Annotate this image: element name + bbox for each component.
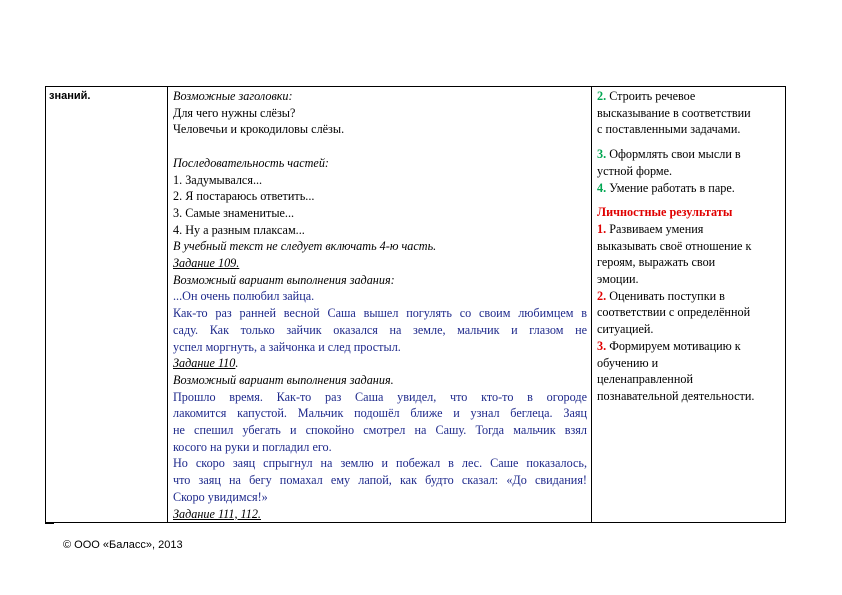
result-number: 3. [597,147,607,162]
result-text: целенаправленной [597,372,693,387]
result-text: Умение работать в паре. [609,180,735,195]
variant-heading: Возможный вариант выполнения задания. [173,372,394,387]
corner-mark [45,522,54,524]
result-number: 4. [597,180,607,195]
result-text: устной форме. [597,163,673,178]
part-item: 3. Самые знаменитые... [173,205,295,220]
column-results [592,87,785,522]
result-text: соответствии с определённой [597,305,751,320]
part-item: 1. Задумывался... [173,172,263,187]
answer-110-line: что заяц на бегу помахал ему лапой, как будто сказал: «До свидания! [173,473,587,488]
answer-109-line: успел моргнуть, а зайчонка и след простыл. [173,339,401,354]
answer-110-line: лакомится капустой. Мальчик подошёл ближе и узнал беглеца. Заяц [173,406,587,421]
result-text: героям, выражать свои [597,255,716,270]
answer-110-line: косого на руки и погладил его. [173,439,332,454]
result-number: 2. [597,288,607,303]
answer-109-line: саду. Как только зайчик оказался на земле, мальчик и глазом не [173,322,587,337]
result-text: Развиваем умения [609,221,704,236]
result-text: Строить речевое [609,89,696,103]
title-option-2: Человечьи и крокодиловы слёзы. [173,122,345,137]
answer-109-intro: ...Он очень полюбил зайца. [173,289,315,304]
sequence-heading: Последовательность частей: [173,155,329,170]
part-item: 4. Ну а разным плаксам... [173,222,305,237]
column-activity [168,87,592,522]
stage-label: знаний. [49,90,91,102]
personal-results-heading: Личностные результаты [597,205,733,220]
result-item [597,88,781,105]
result-item [597,288,781,305]
variant-heading: Возможный вариант выполнения задания: [173,272,395,287]
result-text: познавательной деятельности. [597,388,755,403]
result-text: Оформлять свои мысли в [609,147,741,162]
result-text: Оценивать поступки в [609,288,725,303]
column-stage [46,87,168,522]
result-text: обучению и [597,355,659,370]
task-109-heading: Задание 109. [173,256,240,271]
task-110-label: Задание 110 [173,356,236,371]
result-item [597,338,781,355]
result-text: высказывание в соответствии [597,105,751,120]
result-text: выказывать своё отношение к [597,238,752,253]
result-item [597,221,781,238]
result-text: Формируем мотивацию к [609,338,741,353]
content-table [45,86,786,523]
result-text: с поставленными задачами. [597,122,741,137]
task-110-dot: . [235,356,239,371]
answer-110-line: не спешил убегать и спокойно смотрел на Сашу. Тогда мальчик взял [173,423,587,438]
answer-109-line: Как-то раз ранней весной Саша вышел погулять со своим любимцем в [173,306,587,321]
part4-note: В учебный текст не следует включать 4-ю часть. [173,239,437,254]
copyright-footer: © ООО «Баласс», 2013 [63,539,183,551]
result-text: ситуацией. [597,322,654,337]
title-option-1: Для чего нужны слёзы? [173,105,296,120]
answer-110-line: Прошло время. Как-то раз Саша увидел, что кто-то в огороде [173,389,587,404]
task-110-heading [173,355,587,372]
part-item: 2. Я постараюсь ответить... [173,189,315,204]
result-number: 3. [597,338,607,353]
result-text: эмоции. [597,272,639,287]
possible-titles-heading: Возможные заголовки: [173,89,293,103]
answer-110-line: Скоро увидимся!» [173,489,268,504]
answer-110-line: Но скоро заяц спрыгнул на землю и побежал в лес. Саше показалось, [173,456,587,471]
result-item [597,180,781,197]
task-111-112-heading: Задание 111, 112. [173,506,261,521]
result-number: 2. [597,89,607,103]
result-item [597,146,781,163]
result-number: 1. [597,221,607,236]
